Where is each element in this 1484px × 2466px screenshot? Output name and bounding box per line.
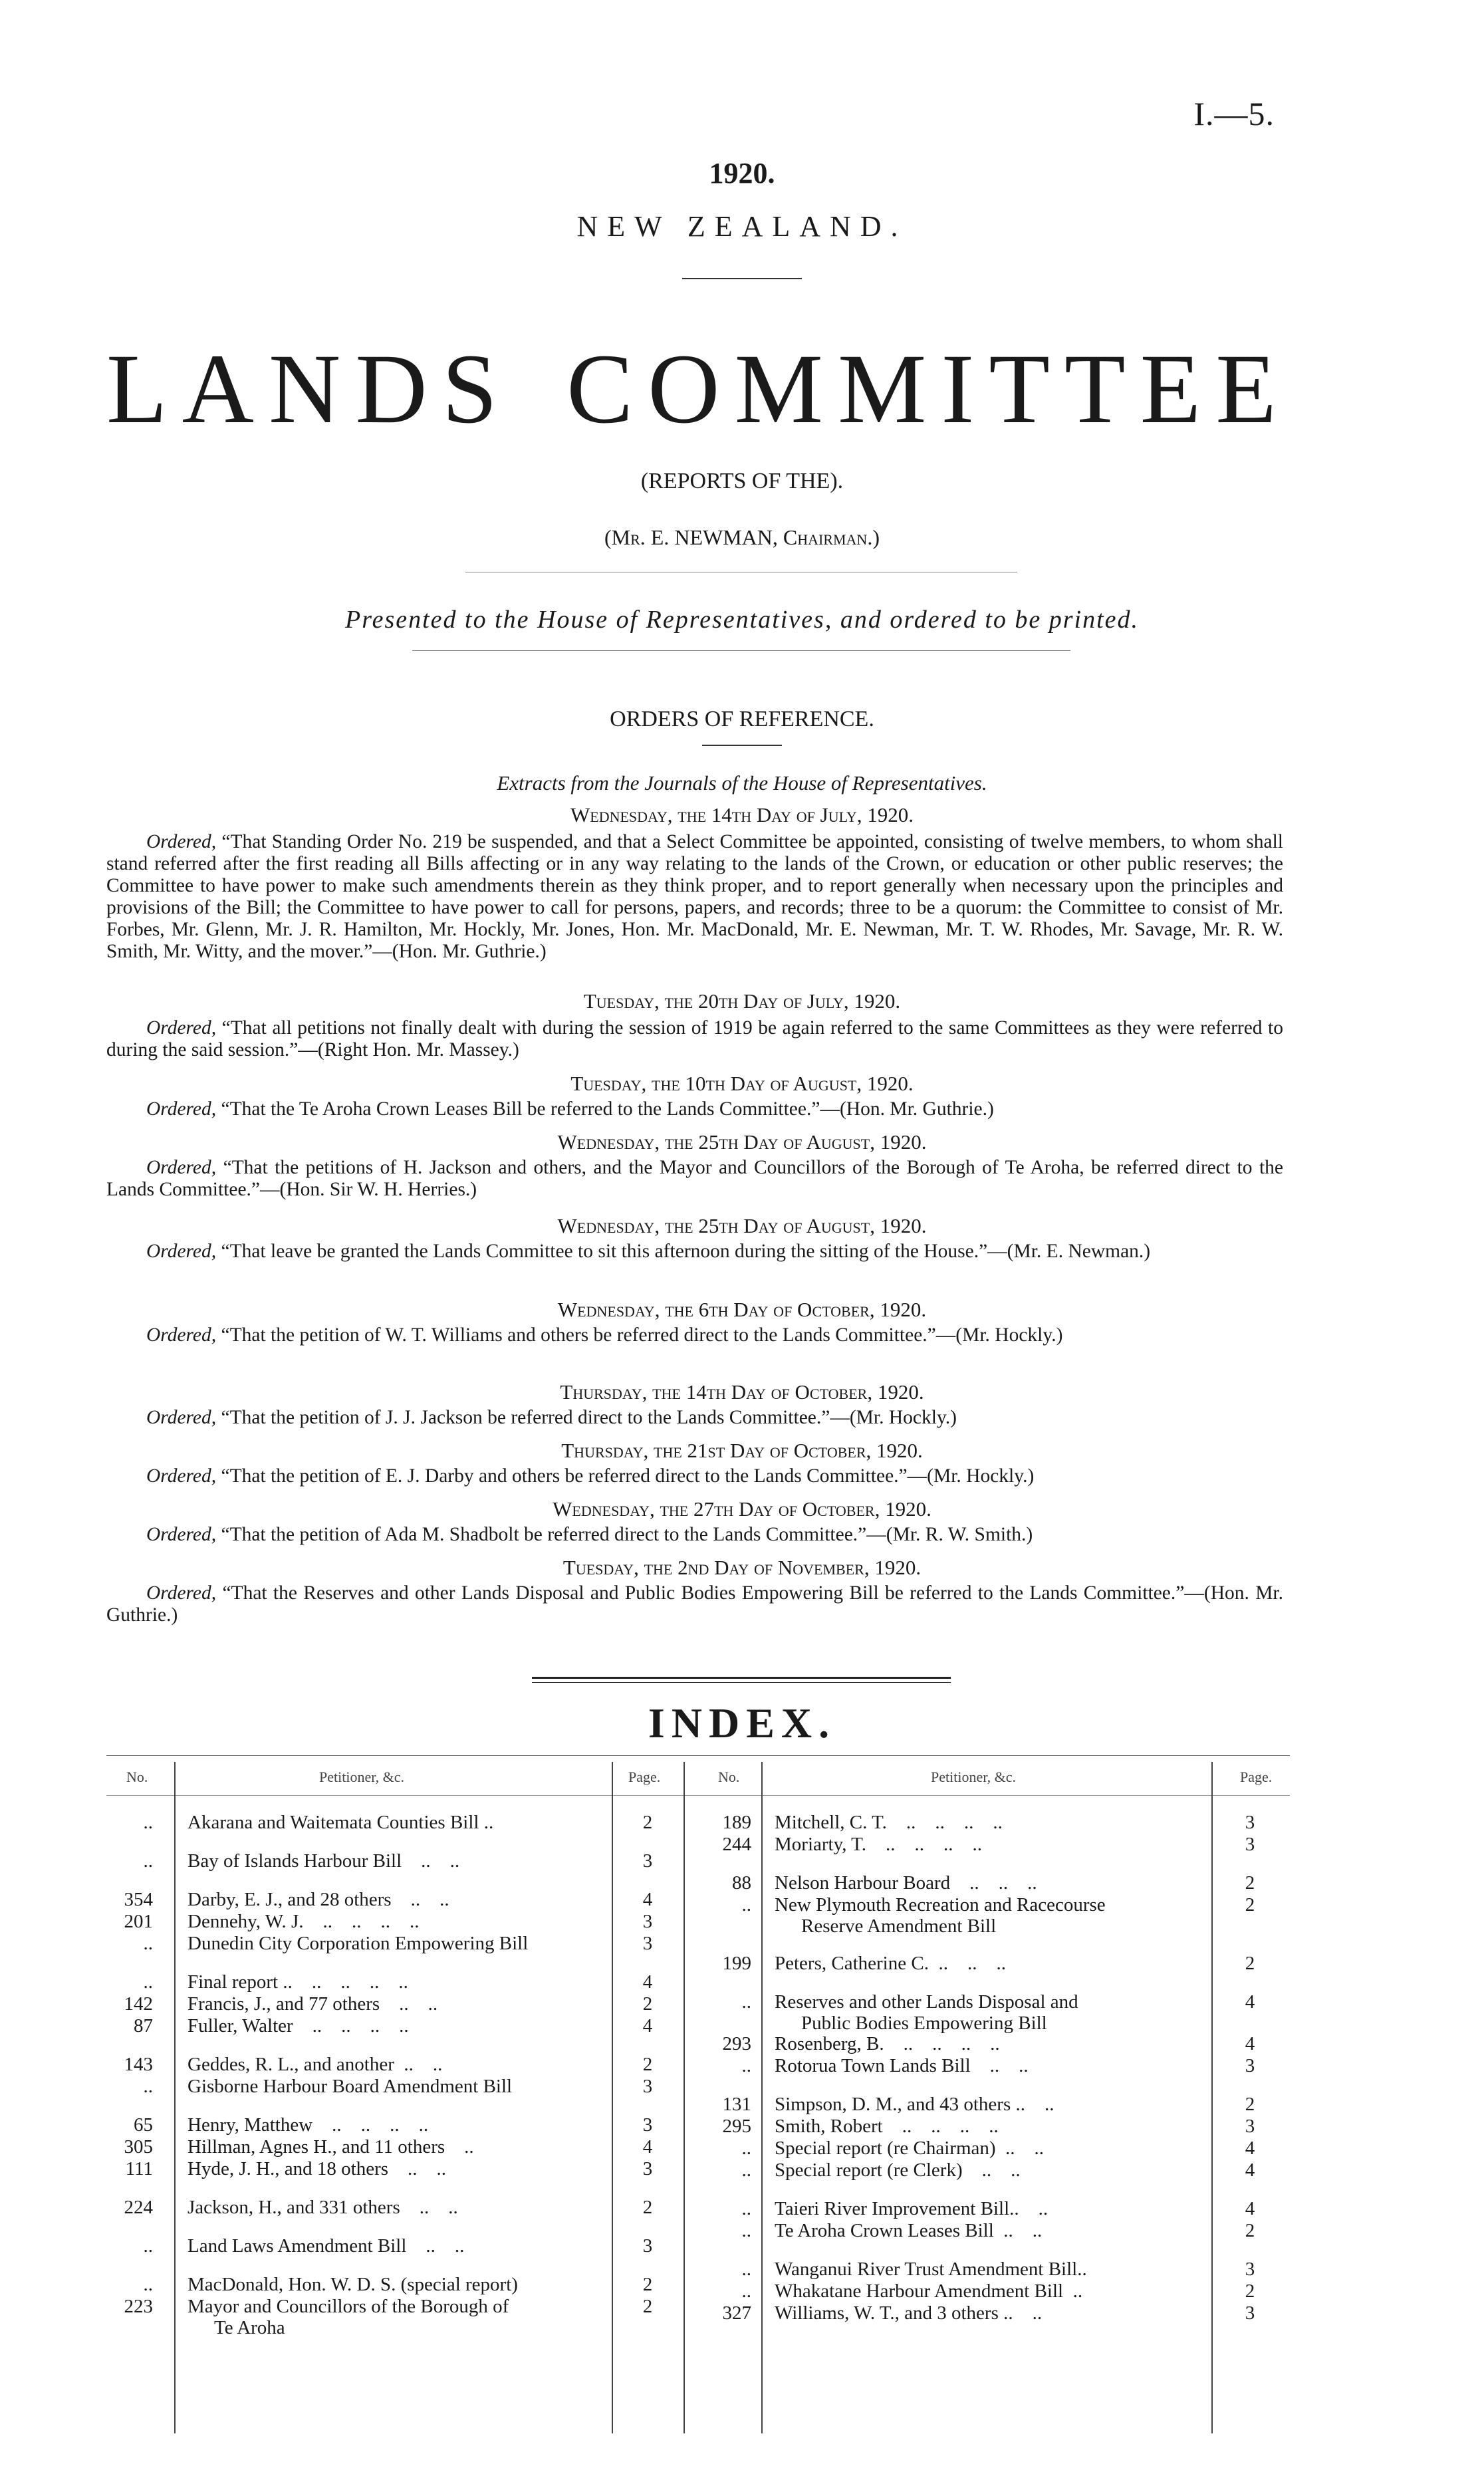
index-entry: Nelson Harbour Board .. .. ..	[775, 1872, 1037, 1894]
title-letter: I	[941, 334, 975, 444]
order-text: “That the Te Aroha Crown Leases Bill be referred to the Lands Committee.”—(Hon. Mr. Guthrie.)	[221, 1098, 994, 1120]
order-date: Wednesday, the 25th Day of August, 1920.	[557, 1130, 927, 1154]
index-number: ..	[143, 2235, 153, 2257]
index-page: 4	[1245, 2033, 1255, 2054]
title-letter: E	[1140, 334, 1201, 444]
order-date: Tuesday, the 20th Day of July, 1920.	[583, 989, 901, 1013]
index-number: ..	[741, 2198, 751, 2219]
order-paragraph	[106, 1157, 1283, 1201]
index-number: 142	[124, 1993, 153, 2015]
header-no-right: No.	[718, 1769, 740, 1785]
index-number: ..	[741, 2281, 751, 2302]
column-divider	[683, 1762, 685, 2433]
index-number: 88	[732, 1872, 751, 1894]
index-entry-continued: Reserve Amendment Bill	[801, 1915, 997, 1937]
index-entry: Bay of Islands Harbour Bill .. ..	[187, 1850, 460, 1872]
ordered-label: Ordered,	[146, 1324, 217, 1346]
index-entry: Peters, Catherine C. .. .. ..	[775, 1953, 1006, 1974]
index-entry: Rotorua Town Lands Bill .. ..	[775, 2055, 1029, 2076]
order-date: Thursday, the 14th Day of October, 1920.	[560, 1380, 924, 1404]
index-number: 189	[722, 1812, 751, 1833]
index-page: 4	[642, 2015, 653, 2036]
ordered-label: Ordered,	[146, 1241, 217, 1262]
index-page: 2	[642, 2054, 653, 2075]
index-number: 111	[125, 2158, 153, 2179]
header-page-left: Page.	[628, 1769, 661, 1785]
index-entry: Mayor and Councillors of the Borough of	[187, 2296, 509, 2317]
index-entry: Williams, W. T., and 3 others .. ..	[775, 2302, 1043, 2324]
index-page: 3	[1245, 1834, 1255, 1855]
index-number: 65	[134, 2114, 153, 2136]
title-letter: T	[989, 334, 1050, 444]
column-divider	[1211, 1762, 1213, 2433]
index-page: 3	[642, 2235, 653, 2257]
order-text: “That all petitions not finally dealt with during the session of 1919 be again referred to the same Committees as they were referred to during the said session.”—(Right Hon. Mr. Massey.)	[106, 1017, 1284, 1060]
divider	[702, 745, 782, 746]
document-reference: I.—5.	[1193, 95, 1275, 132]
ordered-label: Ordered,	[146, 1098, 217, 1120]
header-no-left: No.	[126, 1769, 148, 1785]
index-page: 3	[642, 1911, 653, 1932]
index-entry-continued: Te Aroha	[214, 2317, 285, 2338]
index-number: 201	[124, 1911, 153, 1932]
index-number: 293	[722, 2033, 751, 2054]
index-number: 244	[722, 1834, 751, 1855]
header-page-right: Page.	[1240, 1769, 1273, 1785]
title-letter: N	[269, 334, 341, 444]
order-paragraph	[106, 1582, 1283, 1626]
order-text: “That the petition of J. J. Jackson be referred direct to the Lands Committee.”—(Mr. Hockly.)	[221, 1407, 957, 1428]
index-page: 2	[642, 1993, 653, 2015]
index-number: ..	[741, 2138, 751, 2159]
column-divider	[612, 1762, 613, 2433]
title-letter	[512, 339, 552, 439]
index-entry: New Plymouth Recreation and Racecourse	[775, 1894, 1106, 1915]
order-text: “That the petition of Ada M. Shadbolt be referred direct to the Lands Committee.”—(Mr. R. W. Smith.)	[221, 1524, 1033, 1545]
index-entry: Henry, Matthew .. .. .. ..	[187, 2114, 429, 2136]
index-page: 3	[642, 1850, 653, 1872]
title-letter: S	[441, 334, 498, 444]
index-page: 3	[1245, 2302, 1255, 2324]
divider	[532, 1677, 951, 1679]
order-text: “That the Reserves and other Lands Disposal and Public Bodies Empowering Bill be referred to the Lands Committee.”—(Hon. Mr. Guthrie.)	[106, 1582, 1283, 1626]
index-entry: Dunedin City Corporation Empowering Bill	[187, 1933, 529, 1954]
title-letter: M	[837, 334, 927, 444]
index-entry: Hyde, J. H., and 18 others .. ..	[187, 2158, 447, 2179]
index-page: 2	[1245, 1894, 1255, 1915]
index-number: ..	[143, 1812, 153, 1833]
index-page: 3	[642, 1933, 653, 1954]
country: NEW ZEALAND.	[576, 210, 908, 243]
column-divider	[174, 1762, 176, 2433]
index-number: 143	[124, 2054, 153, 2075]
index-entry: Hillman, Agnes H., and 11 others ..	[187, 2136, 474, 2158]
order-text: “That Standing Order No. 219 be suspended, and that a Select Committee be appointed, consisting of twelve members, to whom shall stand referred after the first reading all Bills affecting or in any way relating to the lands of the Crown, or education or other public reserves; the Committee to have power to make such amendments therein as they think proper, and to report generally when necessary upon the principles and provisions of the Bill; the Committee to have power to call for persons, papers, and records; three to be a quorum: the Committee to consist of Mr. Forbes, Mr. Glenn, Mr. J. R. Hamilton, Mr. Hockly, Mr. Jones, Hon. Mr. MacDonald, Mr. E. Newman, Mr. T. W. Rhodes, Mr. Savage, Mr. R. W. Smith, Mr. Witty, and the mover.”—(Hon. Mr. Guthrie.)	[106, 831, 1284, 962]
index-entry: Land Laws Amendment Bill .. ..	[187, 2235, 465, 2257]
index-page: 4	[642, 1889, 653, 1910]
order-paragraph	[106, 1524, 1283, 1546]
index-page: 3	[1245, 1812, 1255, 1833]
title-letter: T	[1064, 334, 1126, 444]
ordered-label: Ordered,	[146, 1407, 217, 1428]
orders-heading: ORDERS OF REFERENCE.	[610, 707, 874, 731]
index-number: 305	[124, 2136, 153, 2158]
divider	[412, 650, 1070, 651]
order-date: Wednesday, the 27th Day of October, 1920.	[553, 1497, 931, 1521]
title-letter: E	[1215, 334, 1277, 444]
index-entry: Gisborne Harbour Board Amendment Bill	[187, 2076, 513, 2097]
index-number: ..	[741, 2220, 751, 2241]
table-top-rule	[106, 1755, 1290, 1756]
order-paragraph	[106, 1098, 1283, 1120]
index-entry: Moriarty, T. .. .. .. ..	[775, 1834, 982, 1855]
order-date: Thursday, the 21st Day of October, 1920.	[561, 1439, 923, 1462]
order-date: Wednesday, the 25th Day of August, 1920.	[557, 1214, 927, 1237]
ordered-label: Ordered,	[146, 831, 217, 852]
index-page: 3	[642, 2158, 653, 2179]
year: 1920.	[709, 157, 775, 189]
index-number: 87	[134, 2015, 153, 2036]
ordered-label: Ordered,	[146, 1524, 217, 1545]
index-entry: Francis, J., and 77 others .. ..	[187, 1993, 438, 2015]
index-entry: Special report (re Clerk) .. ..	[775, 2159, 1021, 2181]
header-petitioner-right: Petitioner, &c.	[931, 1769, 1017, 1785]
index-number: 354	[124, 1889, 153, 1910]
index-page: 2	[642, 2296, 653, 2317]
header-bottom-rule	[106, 1795, 1290, 1796]
index-number: 131	[722, 2094, 751, 2115]
index-page: 4	[1245, 1991, 1255, 2013]
divider	[682, 278, 802, 279]
index-entry: Wanganui River Trust Amendment Bill..	[775, 2259, 1087, 2280]
index-page: 3	[642, 2076, 653, 2097]
index-entry: Jackson, H., and 331 others .. ..	[187, 2197, 458, 2218]
index-number: ..	[143, 1971, 153, 1993]
order-date: Tuesday, the 10th Day of August, 1920.	[570, 1072, 914, 1095]
index-number: 223	[124, 2296, 153, 2317]
index-number: ..	[741, 1894, 751, 1915]
ordered-label: Ordered,	[146, 1465, 217, 1487]
index-page: 4	[1245, 2159, 1255, 2181]
index-entry: Darby, E. J., and 28 others .. ..	[187, 1889, 449, 1910]
index-entry: Akarana and Waitemata Counties Bill ..	[187, 1812, 494, 1833]
order-paragraph	[106, 1407, 1283, 1429]
index-page: 2	[1245, 2281, 1255, 2302]
order-paragraph	[106, 1017, 1283, 1061]
index-page: 3	[1245, 2055, 1255, 2076]
index-page: 2	[642, 2274, 653, 2295]
index-number: 327	[722, 2302, 751, 2324]
main-title	[106, 334, 1277, 444]
order-paragraph	[106, 1465, 1283, 1487]
extracts-line: Extracts from the Journals of the House of Representatives.	[497, 771, 987, 795]
title-letter: L	[106, 334, 168, 444]
index-entry-continued: Public Bodies Empowering Bill	[801, 2013, 1047, 2034]
header-petitioner-left: Petitioner, &c.	[319, 1769, 405, 1785]
index-page: 2	[1245, 2220, 1255, 2241]
index-number: ..	[143, 2076, 153, 2097]
index-page: 4	[1245, 2198, 1255, 2219]
chairman-line: (Mr. E. NEWMAN, Chairman.)	[604, 525, 880, 549]
column-divider	[761, 1762, 763, 2433]
index-page: 4	[642, 2136, 653, 2158]
index-number: ..	[741, 2159, 751, 2181]
index-entry: Taieri River Improvement Bill.. ..	[775, 2198, 1049, 2219]
index-page: 4	[642, 1971, 653, 1993]
order-paragraph	[106, 1324, 1283, 1346]
index-entry: Fuller, Walter .. .. .. ..	[187, 2015, 409, 2036]
index-number: ..	[143, 1850, 153, 1872]
order-text: “That leave be granted the Lands Committee to sit this afternoon during the sitting of the House.”—(Mr. E. Newman.)	[221, 1241, 1151, 1262]
index-page: 3	[1245, 2116, 1255, 2137]
index-entry: Geddes, R. L., and another .. ..	[187, 2054, 443, 2075]
index-entry: Mitchell, C. T. .. .. .. ..	[775, 1812, 1003, 1833]
index-entry: Simpson, D. M., and 43 others .. ..	[775, 2094, 1054, 2115]
title-letter: C	[566, 334, 634, 444]
ordered-label: Ordered,	[146, 1017, 217, 1039]
index-number: ..	[143, 2274, 153, 2295]
index-entry: Whakatane Harbour Amendment Bill ..	[775, 2281, 1083, 2302]
title-letter: O	[648, 334, 720, 444]
index-page: 4	[1245, 2138, 1255, 2159]
index-number: 224	[124, 2197, 153, 2218]
order-paragraph	[106, 831, 1283, 963]
index-entry: Smith, Robert .. .. .. ..	[775, 2116, 999, 2137]
order-paragraph	[106, 1241, 1283, 1263]
order-date: Wednesday, the 14th Day of July, 1920.	[570, 803, 914, 826]
index-page: 2	[1245, 1872, 1255, 1894]
index-entry: MacDonald, Hon. W. D. S. (special report)	[187, 2274, 518, 2295]
ordered-label: Ordered,	[146, 1582, 217, 1604]
index-page: 2	[1245, 2094, 1255, 2115]
index-page: 2	[642, 1812, 653, 1833]
index-number: 199	[722, 1953, 751, 1974]
index-entry: Special report (re Chairman) .. ..	[775, 2138, 1045, 2159]
presented-line: Presented to the House of Representatives, and ordered to be printed.	[344, 606, 1140, 634]
order-text: “That the petitions of H. Jackson and others, and the Mayor and Councillors of the Borough of Te Aroha, be referred direct to the Lands Committee.”—(Hon. Sir W. H. Herries.)	[106, 1157, 1283, 1200]
index-title: INDEX.	[648, 1699, 836, 1747]
index-entry: Reserves and other Lands Disposal and	[775, 1991, 1078, 2013]
index-number: 295	[722, 2116, 751, 2137]
index-entry: Te Aroha Crown Leases Bill .. ..	[775, 2220, 1043, 2241]
order-text: “That the petition of E. J. Darby and others be referred direct to the Lands Committee.”—(Mr. Hockly.)	[221, 1465, 1035, 1487]
index-entry: Final report .. .. .. .. ..	[187, 1971, 408, 1993]
index-entry: Rosenberg, B. .. .. .. ..	[775, 2033, 1000, 2054]
order-text: “That the petition of W. T. Williams and others be referred direct to the Lands Committee.”—(Mr. Hockly.)	[221, 1324, 1063, 1346]
subtitle: (REPORTS OF THE).	[640, 469, 844, 493]
title-letter: D	[355, 334, 428, 444]
ordered-label: Ordered,	[146, 1157, 217, 1178]
divider	[532, 1682, 951, 1683]
index-number: ..	[741, 2055, 751, 2076]
index-page: 3	[642, 2114, 653, 2136]
index-page: 3	[1245, 2259, 1255, 2280]
title-letter: A	[182, 334, 254, 444]
index-number: ..	[741, 2259, 751, 2280]
index-page: 2	[1245, 1953, 1255, 1974]
index-entry: Dennehy, W. J. .. .. .. ..	[187, 1911, 420, 1932]
index-number: ..	[741, 1991, 751, 2013]
order-date: Wednesday, the 6th Day of October, 1920.	[557, 1298, 927, 1321]
title-letter: M	[734, 334, 823, 444]
order-date: Tuesday, the 2nd Day of November, 1920.	[562, 1556, 922, 1579]
index-number: ..	[143, 1933, 153, 1954]
index-page: 2	[642, 2197, 653, 2218]
